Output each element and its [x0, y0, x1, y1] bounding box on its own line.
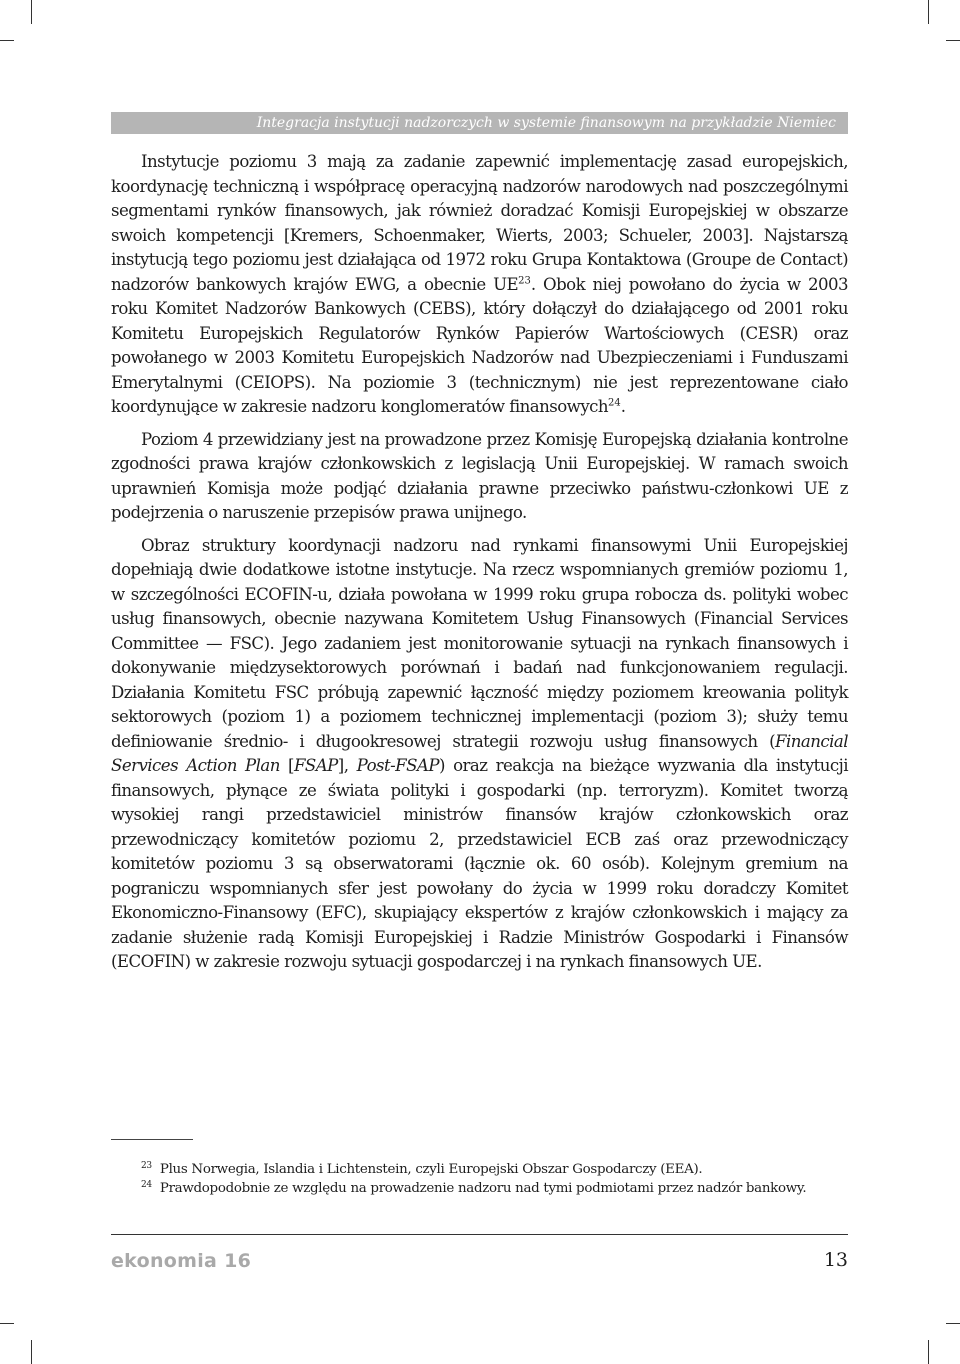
paragraph-text: Obraz struktury koordynacji nadzoru nad rynkami finansowymi Unii Europejskiej dopełniają dwie dodatkowe istotne instytucje. Na rzecz wspomnianych gremiów poziomu 1, w szczególności ECOFIN-u, działa powołana w 1999 roku grupa robocza ds. polityki wobec usług finansowych, obecnie nazywana Komitetem Usług Finansowych (Financial Services Committee — FSC). Jego zadaniem jest monitorowanie sytuacji na rynkach finansowych i dokonywanie międzysektorowych porównań i badań nad funkcjonowaniem regulacji. Działania Komitetu FSC próbują zapewnić łączność między poziomem kreowania polityk sektorowych (poziom 1) a poziomem technicznej implementacji (poziom 3); służy temu definiowanie średnio- i długookresowej strategii rozwoju usług finansowych ( — [111, 535, 848, 751]
footnote-24 — [111, 1179, 848, 1198]
footnote-ref-23[interactable]: 23 — [518, 274, 531, 286]
crop-mark — [946, 40, 960, 41]
body-text — [111, 150, 848, 983]
running-header: Integracja instytucji nadzorczych w systemie finansowym na przykładzie Niemiec — [111, 112, 848, 134]
crop-mark — [31, 0, 32, 24]
italic-term: Post-FSAP — [356, 756, 439, 775]
footnote-text: Plus Norwegia, Islandia i Lichtenstein, czyli Europejski Obszar Gospodarczy (EEA). — [159, 1162, 703, 1177]
paragraph-text: [ — [279, 756, 294, 775]
crop-mark — [928, 1340, 929, 1364]
footnotes — [111, 1160, 848, 1198]
crop-mark — [31, 1340, 32, 1364]
crop-mark — [946, 1323, 960, 1324]
footnote-text: Prawdopodobnie ze względu na prowadzenie nadzoru nad tymi podmiotami przez nadzór bankowy. — [159, 1181, 807, 1196]
italic-term: Financial Services Action Plan — [111, 731, 848, 775]
italic-term: FSAP — [293, 756, 338, 775]
paragraph-text: . — [620, 397, 626, 416]
paragraph-text: . Obok niej powołano do życia w 2003 roku Komitet Nadzorów Bankowych (CEBS), który dołączył do działającego od 2001 roku Komitetu Europejskich Regulatorów Rynków Papierów Wartościowych (CESR) oraz powołanego w 2003 Komitetu Europejskich Nadzorów nad Ubezpieczeniami i Funduszami Emerytalnymi (CEIOPS). Na poziomie 3 (technicznym) nie jest reprezentowane ciało koordynujące w zakresie nadzoru konglomeratów finansowych — [111, 274, 848, 416]
crop-mark — [0, 1323, 14, 1324]
paragraph-text: ], — [337, 756, 357, 775]
footer-separator — [111, 1234, 848, 1235]
crop-mark — [928, 0, 929, 24]
paragraph-3 — [111, 534, 848, 975]
paragraph-2: Poziom 4 przewidziany jest na prowadzone przez Komisję Europejską działania kontrolne zgodności prawa krajów członkowskich z legislacją Unii Europejskiej. W ramach swoich uprawnień Komisja może podjąć działania prawne przeciwko państwu-członkowi UE z podejrzenia o naruszenie przepisów prawa unijnego. — [111, 429, 848, 522]
footnote-number: 24 — [141, 1179, 152, 1190]
footnote-23 — [111, 1160, 848, 1179]
footnote-separator — [111, 1139, 193, 1140]
paragraph-1 — [111, 150, 848, 420]
paragraph-text: Instytucje poziomu 3 mają za zadanie zapewnić implementację zasad europejskich, koordynację techniczną i współpracę operacyjną nadzorów narodowych nad poszczególnymi segmentami rynków finansowych, jak również doradzać Komisji Europejskiej w obszarze swoich kompetencji [Kremers, Schoenmaker, Wierts, 2003; Schueler, 2003]. Najstarszą instytucją tego poziomu jest działająca od 1972 roku Grupa Kontaktowa (Groupe de Contact) nadzorów bankowych krajów EWG, a obecnie UE — [111, 152, 848, 294]
footnote-ref-24[interactable]: 24 — [608, 397, 621, 409]
paragraph-text: ) oraz reakcja na bieżące wyzwania dla instytucji finansowych, płynące ze świata polityki i gospodarki (np. terroryzm). Komitet tworzą wysokiej rangi przedstawiciel ministrów finansów krajów członkowskich oraz przewodniczący komitetów poziomu 2, przedstawiciel ECB zaś oraz przewodniczący komitetów poziomu 3 są obserwatorami (łącznie ok. 60 osób). Kolejnym gremium na pograniczu wspomnianych sfer jest powołany do życia w 1999 roku doradczy Komitet Ekonomiczno-Finansowy (EFC), skupiający ekspertów z krajów członkowskich i mający za zadanie służenie radą Komisji Europejskiej i Radzie Ministrów Gospodarki i Finansów (ECOFIN) w zakresie rozwoju sytuacji gospodarczej i na rynkach finansowych UE. — [111, 756, 848, 971]
page-number: 13 — [823, 1249, 848, 1271]
crop-mark — [0, 40, 14, 41]
journal-name: ekonomia 16 — [111, 1250, 252, 1272]
footnote-number: 23 — [141, 1160, 152, 1171]
